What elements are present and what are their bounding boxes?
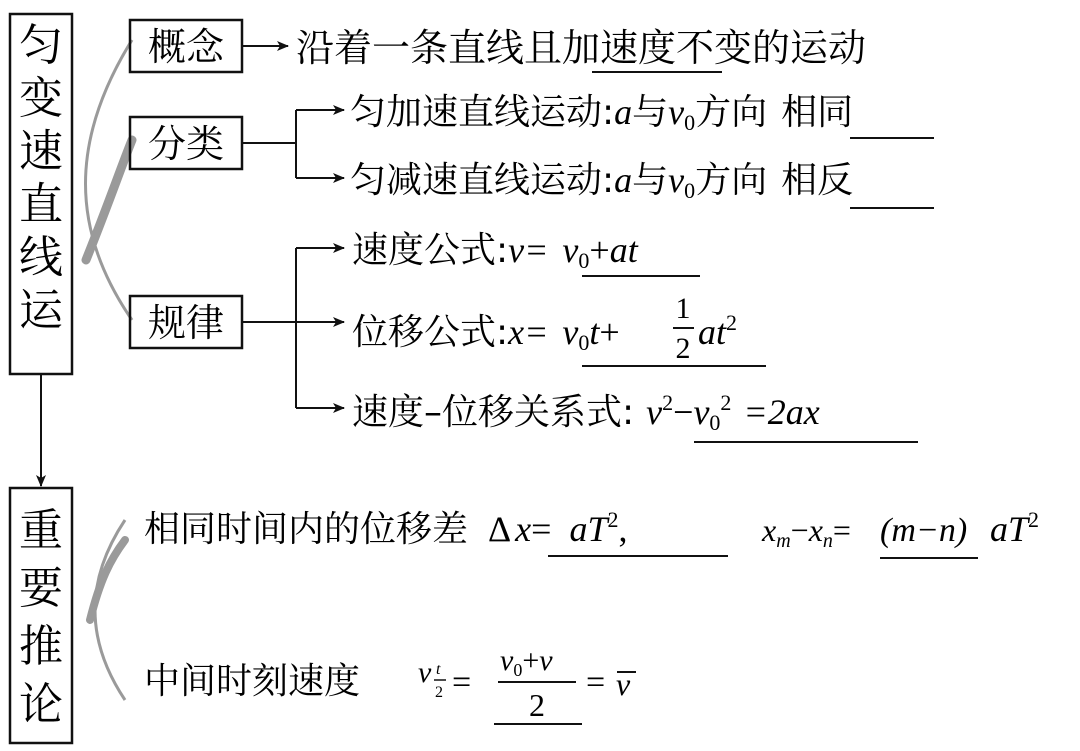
relation-formula: 速度–位移关系式: $v^2-v0^2 =2ax$ (352, 390, 820, 435)
concept-text-before: 沿着一条直线且 (296, 26, 563, 70)
title-top-char-2: 变 (19, 73, 63, 124)
title-top-char-3: 速 (19, 126, 63, 177)
mid-time-label: 中间时刻速度 (144, 661, 361, 702)
velocity-formula: 速度公式:v= v0+at (352, 230, 638, 273)
displacement-tail: $at^2$ (698, 310, 738, 352)
equal-time-paren: (m−n) (880, 512, 968, 549)
concept-text-after: 不变的运动 (676, 26, 867, 70)
concept-label: 概念 (147, 25, 225, 69)
title-top-char-4: 直 (19, 179, 63, 230)
classification-item-1: 匀加速直线运动:a与v0方向 相同 (350, 92, 854, 135)
mid-time-eq: = (452, 664, 472, 701)
title-bottom-char-1: 重 (19, 505, 63, 556)
laws-label: 规律 (147, 301, 225, 345)
displacement-formula: 位移公式:x= v0t+ (352, 312, 620, 355)
title-top-char-5: 线 (19, 232, 63, 283)
title-top-char-6: 运 (19, 285, 63, 336)
mid-time-v: v (418, 656, 432, 689)
mid-time-sub-2: 2 (435, 684, 443, 701)
concept-text (296, 26, 866, 70)
title-bottom-char-4: 论 (19, 679, 63, 730)
classification-answer-1: 相同 (781, 92, 854, 133)
title-top-char-1: 匀 (19, 20, 63, 71)
mid-time-denominator: 2 (529, 687, 545, 723)
classification-label: 分类 (147, 122, 225, 166)
title-top (19, 20, 64, 389)
title-bottom-char-3: 推 (19, 621, 63, 672)
brace-curve-top (86, 40, 133, 320)
title-bottom (19, 505, 63, 730)
brace-curve-top-thick (86, 140, 132, 260)
classification-answer-2: 相反 (781, 160, 854, 201)
equal-time-inference: 相同时间内的位移差 Δ $x= aT^2$, (144, 507, 628, 550)
equal-time-tail: $aT^2$ (990, 507, 1040, 549)
classification-item-2: 匀减速直线运动:a与v0方向 相反 (350, 160, 854, 203)
displacement-fraction-numerator: 1 (675, 292, 691, 325)
mid-time-sub-t: t (436, 661, 441, 678)
mid-time-eq2: = (586, 664, 606, 701)
mid-time-numerator: $v_0+v$ (500, 644, 553, 680)
concept-underlined: 加速度 (562, 26, 677, 70)
displacement-fraction-denominator: 2 (675, 332, 691, 365)
equal-time-general: xm−xn= (762, 512, 851, 552)
mid-time-vbar: v (616, 666, 631, 702)
title-bottom-char-2: 要 (19, 563, 63, 614)
